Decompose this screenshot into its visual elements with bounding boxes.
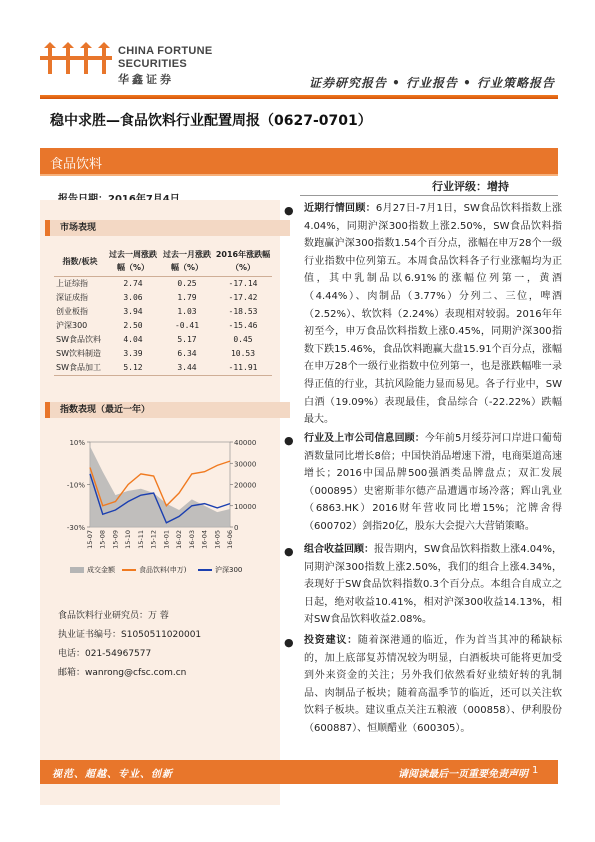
logo-text-en-1: CHINA FORTUNE: [118, 45, 213, 57]
legend-swatch-hs300: [198, 569, 212, 571]
right-tick-label: 30000: [234, 460, 257, 469]
table-cell: -11.91: [214, 361, 272, 376]
bullet-label: 近期行情回顾：: [304, 203, 376, 214]
bullet-text: 今年前5月绥芬河口岸进口葡萄酒数量同比增长8倍；中国快消品增速下滑，电商渠道高速增长；2016中国品牌500强酒类品牌盘点；双汇发展（000895）史密斯菲尔德产品遭遇市场冷落；辉山乳业（6863.HK）2016财年营收同比增15%；沱牌舍得（600702）剑指20亿，股东大会提六大营销策略。: [304, 433, 562, 532]
col-header-ytd: 2016年涨跌幅（%）: [214, 246, 272, 277]
analyst-cert: 执业证书编号：S1050511020001: [58, 630, 202, 640]
table-row: [54, 347, 272, 361]
bullet-industry-news: [304, 430, 562, 536]
bullet-text: 6月27日-7月1日，SW食品饮料指数上涨4.04%，同期沪深300指数上涨2.50%，SW食品饮料指数跑赢沪深300指数1.54个百分点，涨幅在申万28个一级行业指数中位列第五。本周食品饮料各子行业涨幅均为正值，其中乳制品以6.91%的涨幅位列第一，黄酒（4.44%）、肉制品（3.77%）分列二、三位，啤酒（2.52%）、软饮料（2.24%）表现相对较弱。2016年年初至今，申万食品饮料指数上涨0.45%，同期沪深300指数下跌15.46%，食品饮料跑赢大盘15.91个百分点，涨幅在申万28个一级行业指数中位列第一，也是涨跌幅唯一录得正值的行业，其抗风险能力显而易见。各子行业中，SW白酒（19.09%）表现最佳，食品综合（-22.22%）跌幅最大。: [304, 203, 563, 426]
table-cell: 2.50: [123, 321, 143, 330]
table-cell: 深证成指: [56, 293, 88, 302]
table-header-row: [54, 246, 272, 277]
sector-name: 食品饮料: [50, 157, 103, 172]
report-category-tags: 证券研究报告 • 行业报告 • 行业策略报告: [308, 76, 555, 90]
x-tick-label: 16-01: [162, 530, 171, 549]
table-cell: SW饮料制造: [56, 349, 101, 358]
table-cell: -17.42: [228, 293, 258, 302]
table-row: [54, 333, 272, 347]
x-tick-label: 15-09: [111, 530, 120, 549]
table-cell: -0.41: [174, 321, 200, 330]
bullet-investment-advice: [304, 632, 562, 738]
index-performance-chart: [60, 432, 260, 582]
table-cell: 0.45: [233, 335, 253, 344]
bullet-icon: ●: [284, 636, 294, 649]
right-tick-label: 10000: [234, 502, 257, 511]
table-cell: SW食品加工: [54, 361, 106, 376]
table-cell: 创业板指: [56, 307, 88, 316]
sector-banner-underline: [40, 174, 558, 176]
table-cell: 5.12: [106, 361, 160, 376]
company-logo: [40, 40, 112, 76]
bullet-text: 随着深港通的临近，作为首当其冲的稀缺标的，加上底部复苏情况较为明显，白酒板块可能将更加受到外来资金的关注；另外我们依然看好业绩好转的乳制品、肉制品子板块；随着高温季节的临近，还可以关注软饮料子板块。建议重点关注五粮液（000858）、伊利股份（600887）、恒顺醋业（600305）。: [304, 635, 563, 734]
left-tick-label: 10%: [69, 439, 85, 447]
legend-swatch-amount: [70, 567, 84, 573]
bullet-label: 投资建议：: [304, 635, 358, 646]
bullet-icon: ●: [284, 434, 294, 447]
table-cell: 6.34: [177, 349, 197, 358]
market-performance-heading: 市场表现: [45, 220, 290, 236]
table-row: [54, 361, 272, 376]
sector-banner: [40, 148, 558, 174]
bullet-label: 组合收益回顾：: [304, 544, 374, 555]
table-cell: SW食品饮料: [56, 335, 101, 344]
page-number: 1: [532, 765, 539, 776]
table-cell: 1.03: [177, 307, 197, 316]
analyst-phone: 电话：021-54967577: [58, 649, 152, 659]
table-cell: 2.74: [123, 279, 143, 288]
bullet-text: 报告期内，SW食品饮料指数上涨4.04%，同期沪深300指数上涨2.50%，我们的组合上涨4.34%，表现好于SW食品饮料指数0.3个百分点。本组合自成立之日起，绝对收益10.41%，相对沪深300收益14.13%，相对SW食品饮料收益2.08%。: [304, 544, 563, 626]
table-cell: 3.06: [123, 293, 143, 302]
header-rule: [40, 95, 558, 99]
footer-slogan: 视范、超越、专业、创新: [52, 769, 173, 780]
table-row: [54, 319, 272, 333]
report-title: 稳中求胜—食品饮料行业配置周报（0627-0701）: [50, 113, 372, 129]
bullet-icon: ●: [284, 204, 294, 217]
x-tick-label: 15-10: [124, 530, 133, 549]
right-tick-label: 40000: [234, 439, 257, 447]
series-amount-area: [90, 446, 230, 527]
logo-text-en-2: SECURITIES: [118, 58, 188, 70]
table-cell: 3.39: [123, 349, 143, 358]
x-tick-label: 16-04: [200, 530, 209, 549]
table-cell: 3.94: [123, 307, 143, 316]
analyst-email: 邮箱：wanrong@cfsc.com.cn: [58, 668, 187, 678]
analyst-name: 食品饮料行业研究员：万 蓉: [58, 611, 169, 621]
col-header-month: 过去一月涨跌幅（%）: [160, 246, 214, 277]
rating-divider: [300, 195, 558, 196]
legend-swatch-food: [122, 569, 136, 571]
table-cell: 1.79: [177, 293, 197, 302]
bullet-portfolio-review: [304, 541, 562, 629]
x-tick-label: 16-02: [175, 530, 184, 549]
col-header-index: 指数/板块: [54, 246, 106, 277]
logo-text-cn: 华鑫证券: [118, 73, 174, 86]
table-cell: -15.46: [228, 321, 258, 330]
col-header-week: 过去一周涨跌幅（%）: [106, 246, 160, 277]
table-cell: -17.14: [228, 279, 258, 288]
legend-label-food: 食品饮料(申万): [139, 566, 187, 574]
legend-label-hs300: 沪深300: [215, 566, 243, 574]
bullet-label: 行业及上市公司信息回顾：: [304, 433, 425, 444]
table-cell: -18.53: [228, 307, 258, 316]
right-tick-label: 20000: [234, 481, 257, 490]
table-row: [54, 277, 272, 292]
table-cell: 5.17: [177, 335, 197, 344]
table-row: [54, 291, 272, 305]
table-cell: 0.25: [177, 279, 197, 288]
x-tick-label: 15-11: [136, 530, 145, 549]
legend-item-food: [122, 565, 186, 575]
bullet-icon: ●: [284, 545, 294, 558]
x-tick-label: 15-08: [98, 530, 107, 549]
table-row: [54, 305, 272, 319]
x-tick-label: 16-05: [213, 530, 222, 549]
table-cell: 4.04: [123, 335, 143, 344]
x-tick-label: 15-07: [86, 530, 94, 549]
industry-rating: 行业评级：增持: [432, 180, 509, 193]
x-tick-label: 15-12: [149, 530, 158, 549]
legend-label-amount: 成交金额: [87, 566, 115, 574]
footer-disclaimer-note: 请阅读最后一页重要免责声明: [398, 769, 528, 780]
left-tick-label: -10%: [66, 481, 85, 490]
table-cell: 沪深300: [56, 321, 88, 330]
legend-item-amount: [70, 565, 115, 575]
x-tick-label: 16-06: [226, 530, 234, 549]
index-performance-heading: 指数表现（最近一年）: [45, 402, 290, 418]
table-cell: 3.44: [160, 361, 214, 376]
bullet-market-review: [304, 200, 562, 429]
legend-item-hs300: [198, 565, 242, 575]
left-tick-label: -30%: [66, 524, 85, 532]
table-cell: 10.53: [230, 349, 256, 358]
x-tick-label: 16-03: [187, 530, 196, 549]
right-tick-label: 0: [234, 524, 239, 532]
table-cell: 上证综指: [56, 279, 88, 288]
market-performance-table: [54, 246, 272, 376]
